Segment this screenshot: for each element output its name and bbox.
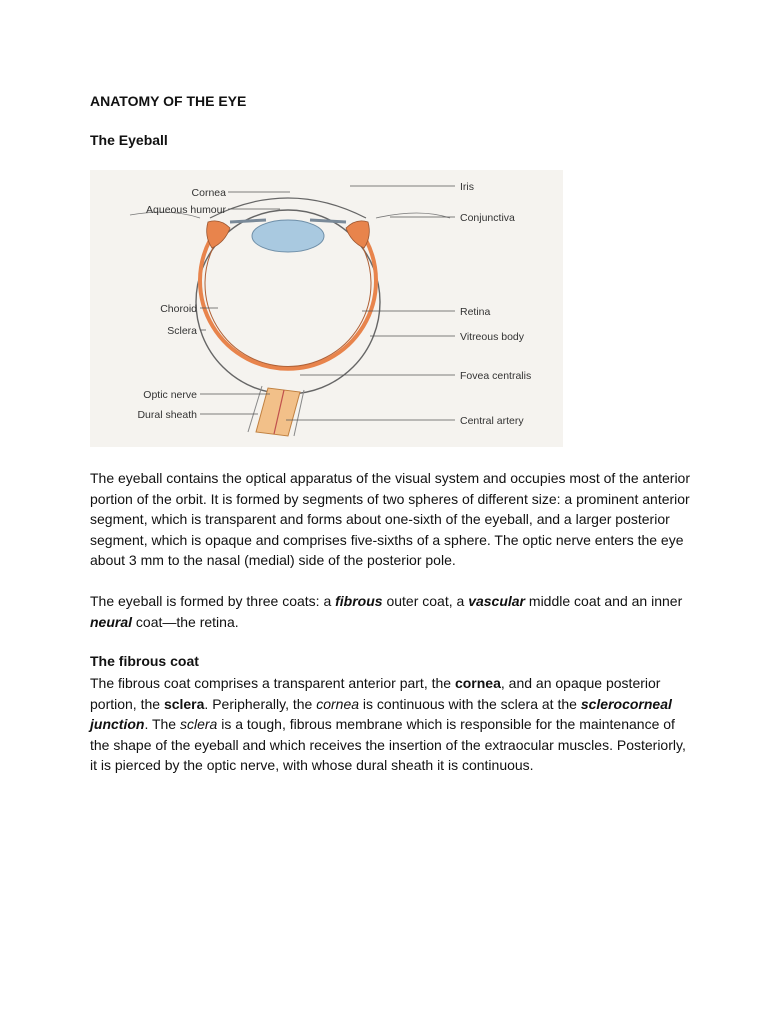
label-optic-nerve: Optic nerve [143,389,197,401]
term-sclera-italic: sclera [179,716,218,733]
label-cornea: Cornea [191,187,226,199]
text-segment: . The [144,716,180,733]
document-title: ANATOMY OF THE EYE [90,93,247,109]
section-title-fibrous-coat: The fibrous coat [90,653,199,669]
iris-right [310,220,346,222]
label-aqueous-humour: Aqueous humour [146,204,226,216]
label-vitreous-body: Vitreous body [460,331,525,343]
lens [252,220,324,252]
label-fovea-centralis: Fovea centralis [460,370,532,382]
text-segment: The eyeball is formed by three coats: a [90,593,336,609]
text-segment: middle coat and an inner [525,593,683,609]
label-dural-sheath: Dural sheath [137,409,197,421]
label-iris: Iris [460,181,474,193]
cornea-outline [210,198,366,218]
label-conjunctiva: Conjunctiva [460,212,515,224]
term-cornea-bold: cornea [454,675,501,691]
eye-diagram [90,170,563,447]
term-cornea-italic: cornea [316,695,360,712]
text-segment: is continuous with the sclera at the [359,695,581,712]
label-sclera: Sclera [167,325,197,337]
ciliary-body-right [346,221,369,248]
label-choroid: Choroid [160,303,197,315]
text-segment: . Peripherally, the [204,695,317,712]
term-vascular: vascular [468,593,526,609]
paragraph-eyeball-description: The eyeball contains the optical apparatus of the visual system and occupies most of the anterior portion of the orbit. It is formed by segments of two spheres of different size: a prominent anterior segment, which is transparent and forms about one-sixth of the eyeball, and a larger posterior segment, which is opaque and comprises five-sixths of a sphere. The optic nerve enters the eye about 3 mm to the nasal (medial) side of the posterior pole. [90,470,691,569]
ciliary-body-left [207,221,230,248]
label-central-artery: Central artery [460,415,524,427]
iris-left [230,220,266,222]
text-segment: The fibrous coat comprises a transparent anterior part, the [90,675,455,691]
term-neural: neural [90,613,133,630]
text-segment: coat—the retina. [132,613,239,630]
text-segment: is a tough, fibrous membrane which is responsible for the maintenance of the shape of the eyeball and which receives the insertion of the extraocular muscles. Posteriorly, it is pierced by the optic nerve, with whose dural sheath it is continuous. [90,716,686,774]
section-title-eyeball: The Eyeball [90,132,168,148]
optic-nerve [256,388,300,436]
term-fibrous: fibrous [335,593,383,609]
term-sclera-bold: sclera [163,695,205,712]
text-segment: , and an opaque posterior portion, the [90,675,661,712]
paragraph-fibrous-coat [90,673,690,776]
text-segment: outer coat, a [382,593,469,609]
term-sclerocorneal-junction: sclerocorneal junction [90,695,672,733]
eye-diagram-svg [90,170,563,447]
label-retina: Retina [460,306,491,318]
choroid-layer [200,240,376,369]
paragraph-three-coats [90,591,690,632]
